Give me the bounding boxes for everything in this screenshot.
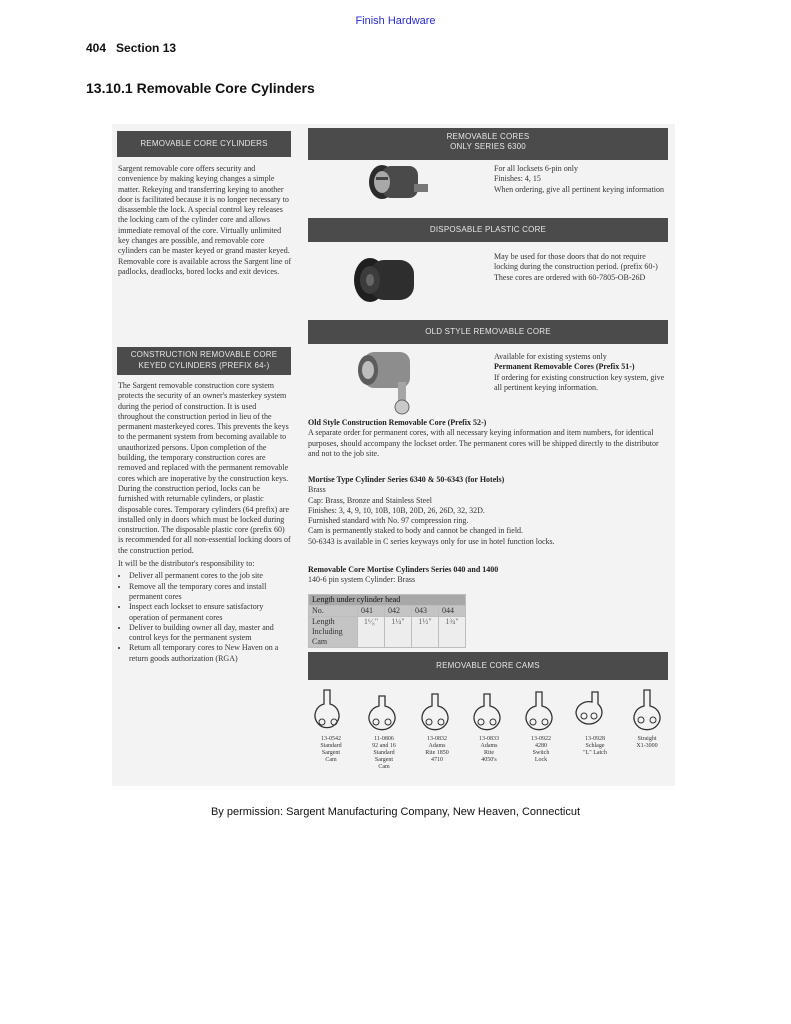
table-cell: 1¾": [439, 617, 466, 648]
cam-13-0928: 13-0928 Schlage "L" Latch: [568, 686, 622, 757]
table-row: [309, 617, 466, 648]
mortise-cylinder-block: Mortise Type Cylinder Series 6340 & 50-6343 (for Hotels) Brass Cap: Brass, Bronze and Stainless Steel Finishes: 3, 4, 9, 10, 10B, 10B, 20D, 26, 26D, 32, 32D. Furnished standard with No. 97 compression ring. Cam is permanently staked to body and cannot be changed in field. 50-6343 is available in C series keyways only for use in hotel function locks.: [308, 475, 555, 546]
table-header-cell: 044: [439, 606, 466, 617]
cam-shape-icon: [304, 686, 358, 736]
section-title: 13.10.1 Removable Core Cylinders: [86, 80, 315, 96]
cam-shape-icon: [620, 686, 674, 736]
old-style-removable-core-bar: OLD STYLE REMOVABLE CORE: [308, 320, 668, 344]
construction-core-heading: CONSTRUCTION REMOVABLE CORE KEYED CYLINDERS (PREFIX 64-): [117, 347, 291, 375]
removable-core-6300-image: [362, 160, 442, 206]
cam-shape-icon: [568, 686, 622, 736]
table-header-cell: 041: [358, 606, 385, 617]
cylinder-length-table: [308, 594, 466, 648]
table-header-cell: No.: [309, 606, 358, 617]
old-style-construction-block: Old Style Construction Removable Core (Prefix 52-) A separate order for permanent cores, with all necessary keying information and item numbers, for identical purposes, should accompany the lockset order. The permanent cores will be shipped directly to the distributor and not to the job site.: [308, 418, 659, 458]
table-row-label: Length Including Cam: [309, 617, 358, 648]
table-header-cell: 042: [385, 606, 412, 617]
list-item: • Deliver all permanent cores to the job site: [129, 571, 292, 581]
removable-core-mortise-block: Removable Core Mortise Cylinders Series 040 and 1400 140-6 pin system Cylinder: Brass: [308, 565, 499, 585]
table-cell: 1⁶⁄₈": [358, 617, 385, 648]
removable-core-cylinders-heading: REMOVABLE CORE CYLINDERS: [117, 131, 291, 157]
table-cell: 1¼": [385, 617, 412, 648]
distributor-responsibilities-list: [118, 571, 292, 664]
construction-core-text: The Sargent removable construction core system protects the security of an owner's masterkey system during the period of construction. It is used throughout the construction period in lieu of the permanent masterkeyed cores. This prevents the keys to the permanent system from becoming available to unauthorized persons. Upon completion of the building, the temporary construction cores are removed and replaced with the permanent removable cores which are inoperative by the construction keys. During the construction period, locks can be furnished with returnable cylinders, or plastic disposable cores. Temporary cylinders (64 prefix) are installed only in doors which must be locked during construction. The disposable plastic core (prefix 60) is recommended for all non-essential locking doors of the construction period. It will be the distributor's responsibility to: • Deliver all permanent cores to the job site • Remove all the temporary cores and install permanent cores • Inspect each lockset to ensure satisfactory operation of permanent cores • Deliver to building owner all day, master and control keys for the permanent system • Return all temporary cores to New Haven on a return goods authorization (RGA): [118, 381, 292, 664]
series-6300-description: For all locksets 6-pin only Finishes: 4, 15 When ordering, give all pertinent keying information: [494, 164, 664, 194]
page-section-ref: 404 Section 13: [86, 41, 177, 55]
disposable-plastic-core-bar: DISPOSABLE PLASTIC CORE: [308, 218, 668, 242]
catalog-page-scan: [112, 124, 675, 786]
running-header: Finish Hardware: [355, 15, 436, 27]
cam-11-0806: 11-0806 92 and 16 Standard Sargent Cam: [357, 686, 411, 771]
table-caption: Length under cylinder head: [309, 595, 466, 606]
removable-core-cams-bar: REMOVABLE CORE CAMS: [308, 652, 668, 680]
cam-13-0542: 13-0542 Standard Sargent Cam: [304, 686, 358, 764]
removable-cores-series-6300-bar: REMOVABLE CORES ONLY SERIES 6300: [308, 128, 668, 160]
table-header-cell: 043: [412, 606, 439, 617]
cam-straight-x1-3000: Straight X1-3000: [620, 686, 674, 750]
old-style-core-image: [354, 348, 424, 416]
disposable-core-description: May be used for those doors that do not require locking during the construction period. (prefix 60-) These cores are ordered with 60-7805-OB-26D: [494, 252, 658, 282]
cam-13-0832: 13-0832 Adams Rite 1850 4710: [410, 686, 464, 764]
cam-13-0833: 13-0833 Adams Rite 4050's: [462, 686, 516, 764]
disposable-plastic-core-image: [348, 248, 428, 310]
list-item: • Inspect each lockset to ensure satisfactory operation of permanent cores: [129, 602, 292, 623]
list-item: • Deliver to building owner all day, master and control keys for the permanent system: [129, 623, 292, 644]
old-style-core-description: Available for existing systems only Permanent Removable Cores (Prefix 51-) If ordering for existing construction key system, give all pertinent keying information.: [494, 352, 665, 392]
cam-shape-icon: [410, 686, 464, 736]
list-item: • Remove all the temporary cores and install permanent cores: [129, 582, 292, 603]
removable-core-intro-text: Sargent removable core offers security and convenience by making keying changes a simple matter. Rekeying and transferring keying to another door is facilitated because it is no longer necessary to disassemble the lock. A special control key releases the locking cam of the cylinder core and allows immediate removal of the core. Virtually unlimited key changes are possible, and removable core cylinders can be master keyed or grand master keyed. Removable core is available across the Sargent line of padlocks, deadlocks, bored locks and exit devices.: [118, 164, 292, 276]
list-item: • Return all temporary cores to New Haven on a return goods authorization (RGA): [129, 643, 292, 664]
cam-shape-icon: [462, 686, 516, 736]
table-header-row: [309, 606, 466, 617]
permission-caption: By permission: Sargent Manufacturing Company, New Heaven, Connecticut: [210, 806, 581, 818]
cam-13-0922: 13-0922 4280 Switch Lock: [514, 686, 568, 764]
table-cell: 1½": [412, 617, 439, 648]
cam-shape-icon: [514, 686, 568, 736]
cam-shape-icon: [357, 686, 411, 736]
